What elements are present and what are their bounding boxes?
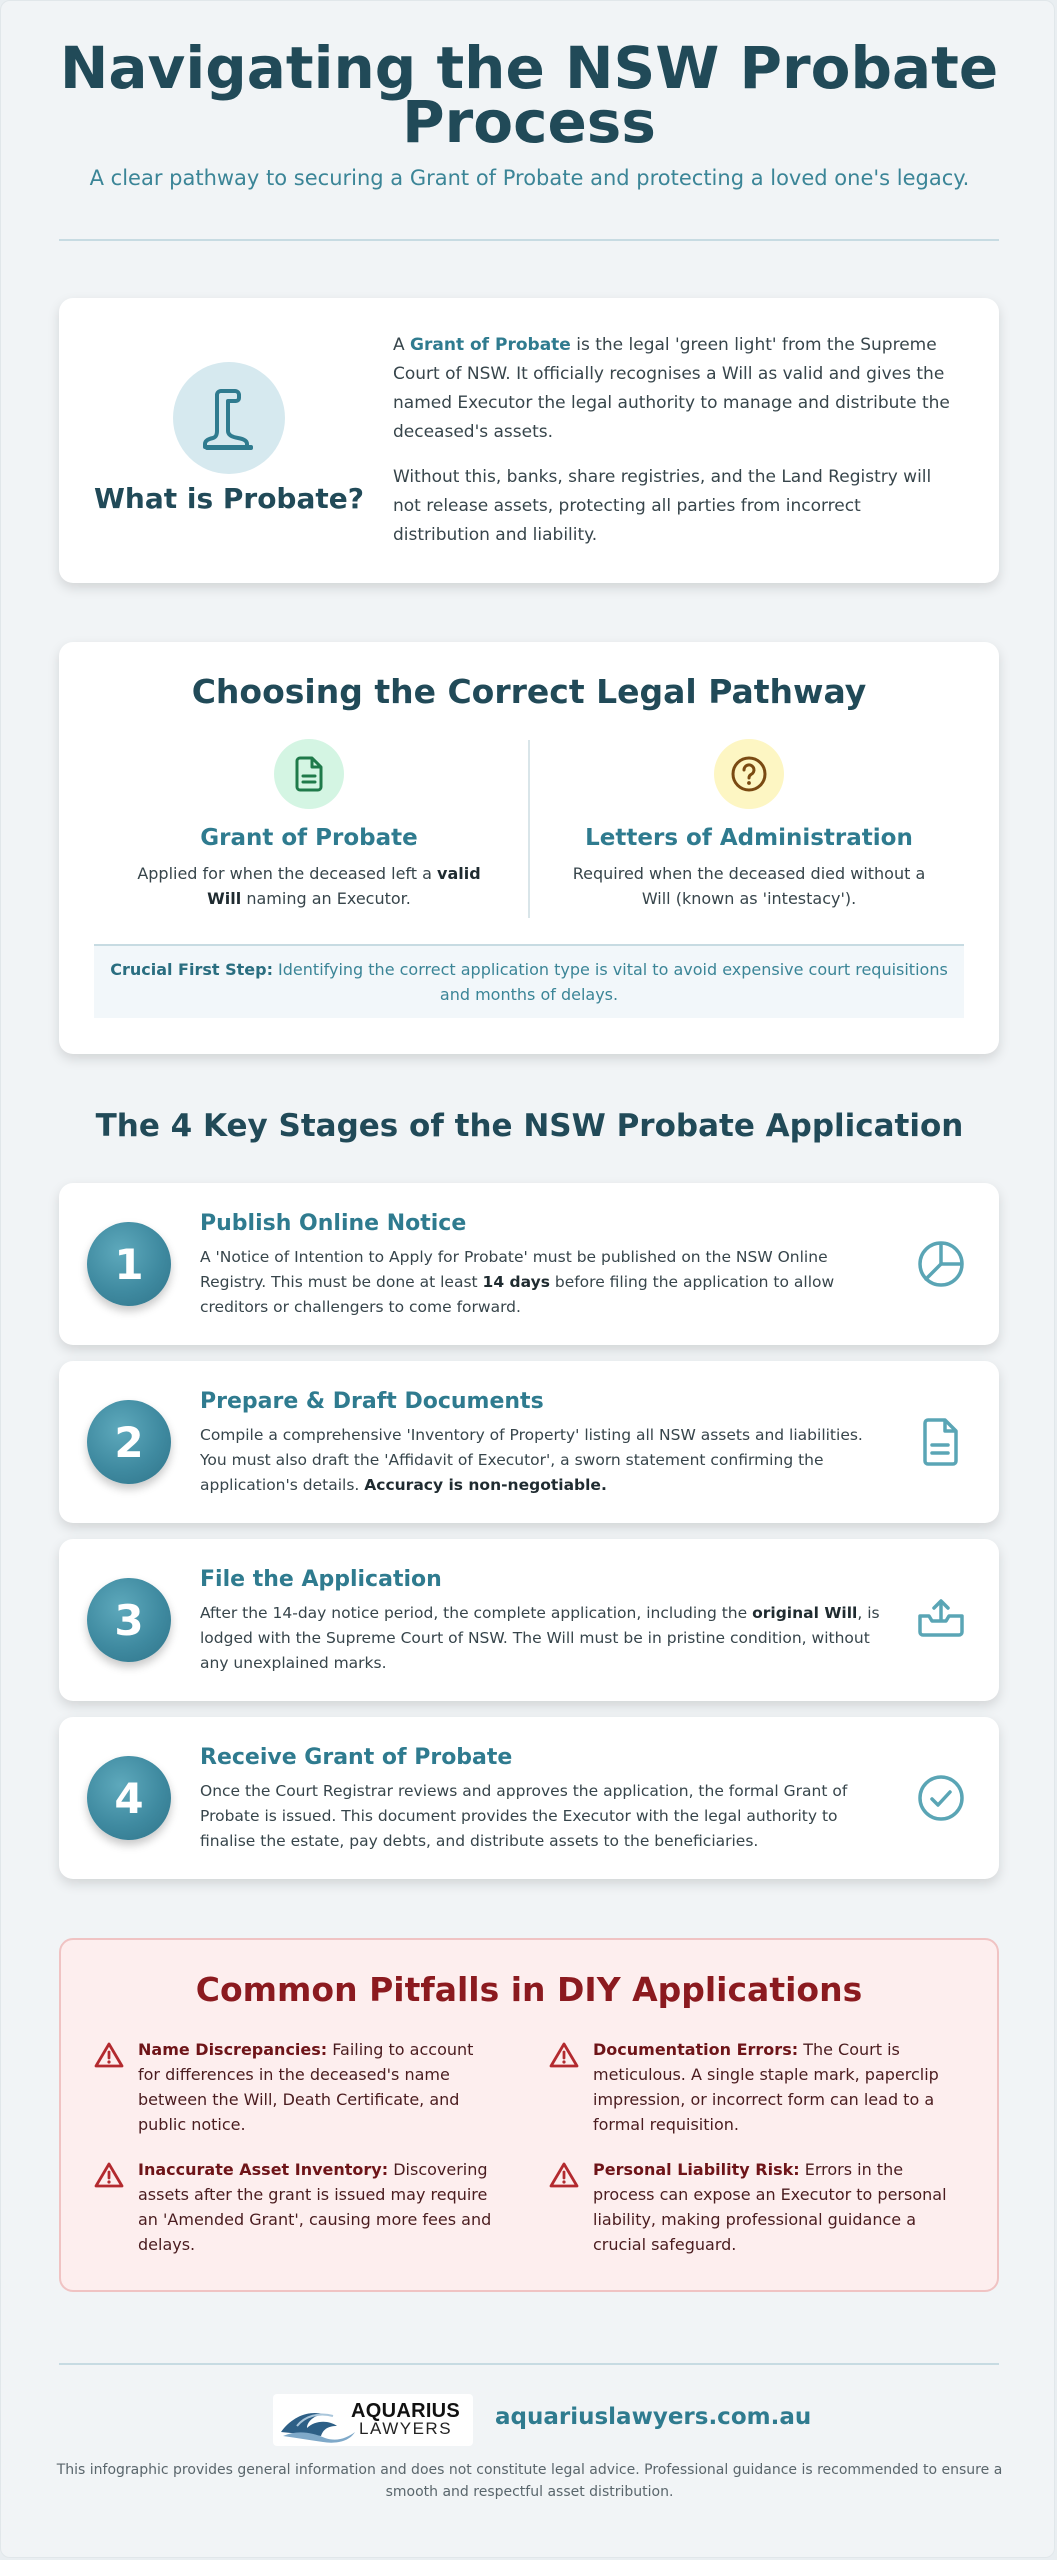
what-is-probate-title: What is Probate? [94,482,364,515]
pathway-divider [528,740,530,918]
stage-number: 4 [87,1756,171,1840]
grant-of-probate-highlight: Grant of Probate [410,335,571,355]
stages-title: The 4 Key Stages of the NSW Probate Application [95,1108,964,1144]
grant-icon-badge [274,739,344,809]
probate-importance: Without this, banks, share registries, and the Land Registry will not release assets, protecting all parties from incorrect distribution and liability. [393,467,932,545]
check-circle-icon [915,1772,967,1824]
stage-number: 3 [87,1578,171,1662]
stamp-icon [199,383,259,453]
warning-icon [549,2041,579,2069]
grant-of-probate-option [99,739,519,911]
legal-pathway-card [59,642,999,1054]
question-icon [730,755,768,793]
stage-card-4 [59,1717,999,1879]
stage-title: Receive Grant of Probate [200,1745,513,1770]
footer-divider [59,2363,999,2365]
logo-wordmark [351,2400,461,2438]
wave-logo-icon [277,2396,357,2444]
crucial-first-step-callout [94,944,964,1018]
stage-title: Prepare & Draft Documents [200,1389,544,1414]
callout-label: Crucial First Step: [110,960,273,979]
logo-main-text: AQUARIUS [351,2400,461,2422]
probate-definition: A Grant of Probate is the legal 'green light' from the Supreme Court of NSW. It officially recognises a Will as valid and gives the named Executor the legal authority to manage and distribute the deceased's assets. [393,335,950,442]
callout-text: Identifying the correct application type is vital to avoid expensive court requisitions and months of delays. [272,960,948,1004]
pathway-title: Choosing the Correct Legal Pathway [191,672,867,711]
grant-option-title: Grant of Probate [200,825,418,851]
page-title: Navigating the NSW Probate Process [59,34,999,156]
stage-description: A 'Notice of Intention to Apply for Probate' must be published on the NSW Online Registry. This must be done at least 14 days before filing the application to allow creditors or challengers to come forward. [200,1248,835,1316]
letters-option-title: Letters of Administration [585,825,913,851]
stage-number: 1 [87,1222,171,1306]
grant-option-desc: Applied for when the deceased left a valid Will naming an Executor. [137,864,481,908]
page-subtitle: A clear pathway to securing a Grant of Probate and protecting a loved one's legacy. [89,166,970,190]
pitfall-personal-liability: Personal Liability Risk: Errors in the process can expose an Executor to personal liability, making professional guidance a crucial safeguard. [593,2160,947,2254]
stage-number: 2 [87,1400,171,1484]
letters-option-desc: Required when the deceased died without a Will (known as 'intestacy'). [572,864,926,908]
warning-icon [549,2161,579,2189]
header-divider [59,239,999,241]
stage-title: File the Application [200,1567,442,1592]
logo-sub-text: LAWYERS [359,2419,453,2438]
inbox-upload-icon [915,1594,967,1646]
document-icon [292,755,326,793]
pitfall-asset-inventory: Inaccurate Asset Inventory: Discovering assets after the grant is issued may require an 'Amended Grant', causing more fees and delays. [138,2160,492,2254]
file-text-icon [915,1416,967,1468]
stage-description: After the 14-day notice period, the complete application, including the original Will, is lodged with the Supreme Court of NSW. The Will must be in pristine condition, without any unexplained marks. [200,1604,880,1672]
letters-of-administration-option [539,739,959,911]
stage-card-2 [59,1361,999,1523]
stage-card-1 [59,1183,999,1345]
website-link[interactable]: aquariuslawyers.com.au [495,2404,812,2430]
aquarius-lawyers-logo[interactable] [273,2394,473,2446]
stage-card-3 [59,1539,999,1701]
letters-icon-badge [714,739,784,809]
pitfall-documentation-errors: Documentation Errors: The Court is meticulous. A single staple mark, paperclip impression, or incorrect form can lead to a formal requisition. [593,2040,939,2134]
stage-description: Once the Court Registrar reviews and approves the application, the formal Grant of Probate is issued. This document provides the Executor with the legal authority to finalise the estate, pay debts, and distribute assets to the beneficiaries. [200,1782,848,1850]
pitfall-name-discrepancies: Name Discrepancies: Failing to account for differences in the deceased's name between the Will, Death Certificate, and public notice. [138,2040,474,2134]
what-is-probate-text [393,331,963,566]
pitfalls-box [59,1938,999,2292]
what-is-probate-card [59,298,999,583]
stage-description: Compile a comprehensive 'Inventory of Property' listing all NSW assets and liabilities. You must also draft the 'Affidavit of Executor', a sworn statement confirming the application's details. Accuracy is non-negotiable. [200,1426,863,1494]
stage-title: Publish Online Notice [200,1211,467,1236]
probate-icon-badge [173,362,285,474]
warning-icon [94,2161,124,2189]
pie-chart-icon [915,1238,967,1290]
warning-icon [94,2041,124,2069]
pitfalls-title: Common Pitfalls in DIY Applications [195,1970,863,2009]
disclaimer-text: This infographic provides general information and does not constitute legal advice. Professional guidance is recommended to ensure a smooth and respectful asset distribution. [56,2462,1003,2500]
